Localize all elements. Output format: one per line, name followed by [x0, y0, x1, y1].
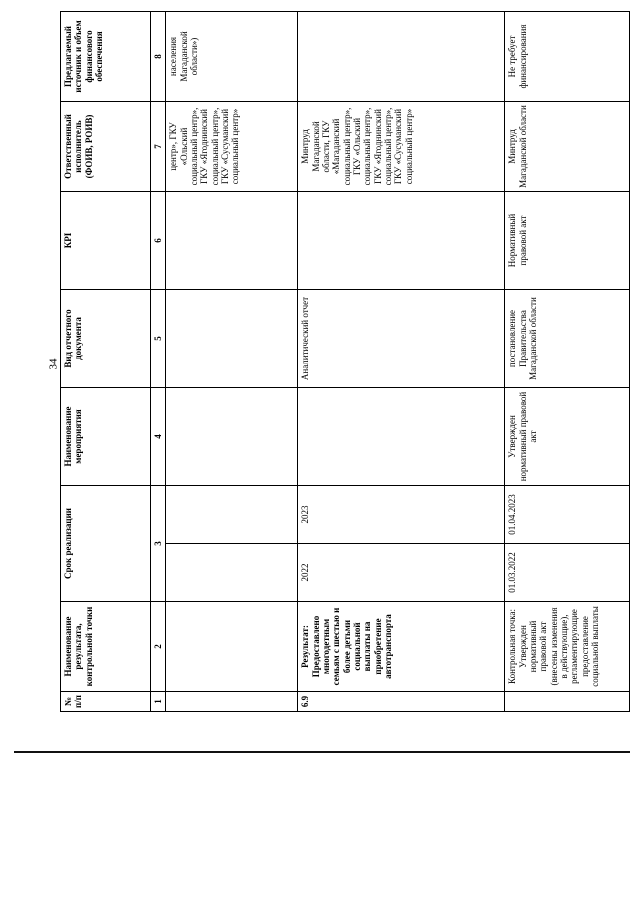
col-number-1: 1: [151, 692, 166, 712]
numbering-row: [151, 12, 166, 712]
cell-num: [505, 692, 630, 712]
cell-executor: Минтруд Магаданской области, ГКУ «Магаданский социальный центр», ГКУ «Ольский социальный центр», ГКУ «Ягоднинский социальный центр», ГКУ «Сусуманский социальный центр»: [298, 102, 505, 192]
cell-end: 2023: [298, 486, 505, 544]
col-number-8: 8: [151, 12, 166, 102]
cell-source: [298, 12, 505, 102]
header-result: Наименование результата, контрольной точки: [61, 602, 151, 692]
col-number-4: 4: [151, 388, 166, 486]
page-number: 34: [47, 358, 60, 370]
cell-end: 01.04.2023: [505, 486, 630, 544]
cell-executor: центр», ГКУ «Ольский социальный центр», ГКУ «Ягоднинский социальный центр», ГКУ «Сусуманский социальный центр»: [166, 102, 298, 192]
col-number-7: 7: [151, 102, 166, 192]
cell-report: Аналитический отчет: [298, 290, 505, 388]
cell-report: [166, 290, 298, 388]
plan-table: [60, 11, 630, 712]
cell-event: [166, 388, 298, 486]
cell-result: Результат: Предоставлено многодетным семьям с шестью и более детьми социальной выплаты на приобретение автотранспорта: [298, 602, 505, 692]
col-number-3: 3: [151, 486, 166, 602]
cell-start: [166, 544, 298, 602]
header-event: Наименование мероприятия: [61, 388, 151, 486]
cell-executor: Минтруд Магаданской области: [505, 102, 630, 192]
header-period: Срок реализации: [61, 486, 151, 602]
cell-end: [166, 486, 298, 544]
header-kpi: КРІ: [61, 192, 151, 290]
cell-report: постановление Правительства Магаданской области: [505, 290, 630, 388]
cell-result: Контрольная точка: Утвержден нормативный правовой акт (внесены изменения в действующие), регламентирующие предоставление социальной выплаты: [505, 602, 630, 692]
col-number-5: 5: [151, 290, 166, 388]
header-source: Предлагаемый источник и объем финансового обеспечения: [61, 12, 151, 102]
table-row: [298, 12, 505, 712]
cell-kpi: [298, 192, 505, 290]
cell-num: [166, 692, 298, 712]
cell-result: [166, 602, 298, 692]
table-row: [166, 12, 298, 712]
cell-event: [298, 388, 505, 486]
header-report: Вид отчетного документа: [61, 290, 151, 388]
cell-event: Утвержден нормативный правовой акт: [505, 388, 630, 486]
cell-kpi: [166, 192, 298, 290]
cell-source: населения Магаданской области»): [166, 12, 298, 102]
header-num: № п/п: [61, 692, 151, 712]
cell-num: 6.9: [298, 692, 505, 712]
col-number-2: 2: [151, 602, 166, 692]
table-row: [505, 12, 630, 712]
bottom-divider: [14, 751, 630, 753]
cell-start: 2022: [298, 544, 505, 602]
cell-kpi: Нормативный правовой акт: [505, 192, 630, 290]
rotated-table-wrapper: [60, 12, 626, 712]
cell-start: 01.03.2022: [505, 544, 630, 602]
cell-source: Не требует финансирования: [505, 12, 630, 102]
header-executor: Ответственный исполнитель (ФОИВ, РОИВ): [61, 102, 151, 192]
header-row: [61, 12, 151, 712]
col-number-6: 6: [151, 192, 166, 290]
